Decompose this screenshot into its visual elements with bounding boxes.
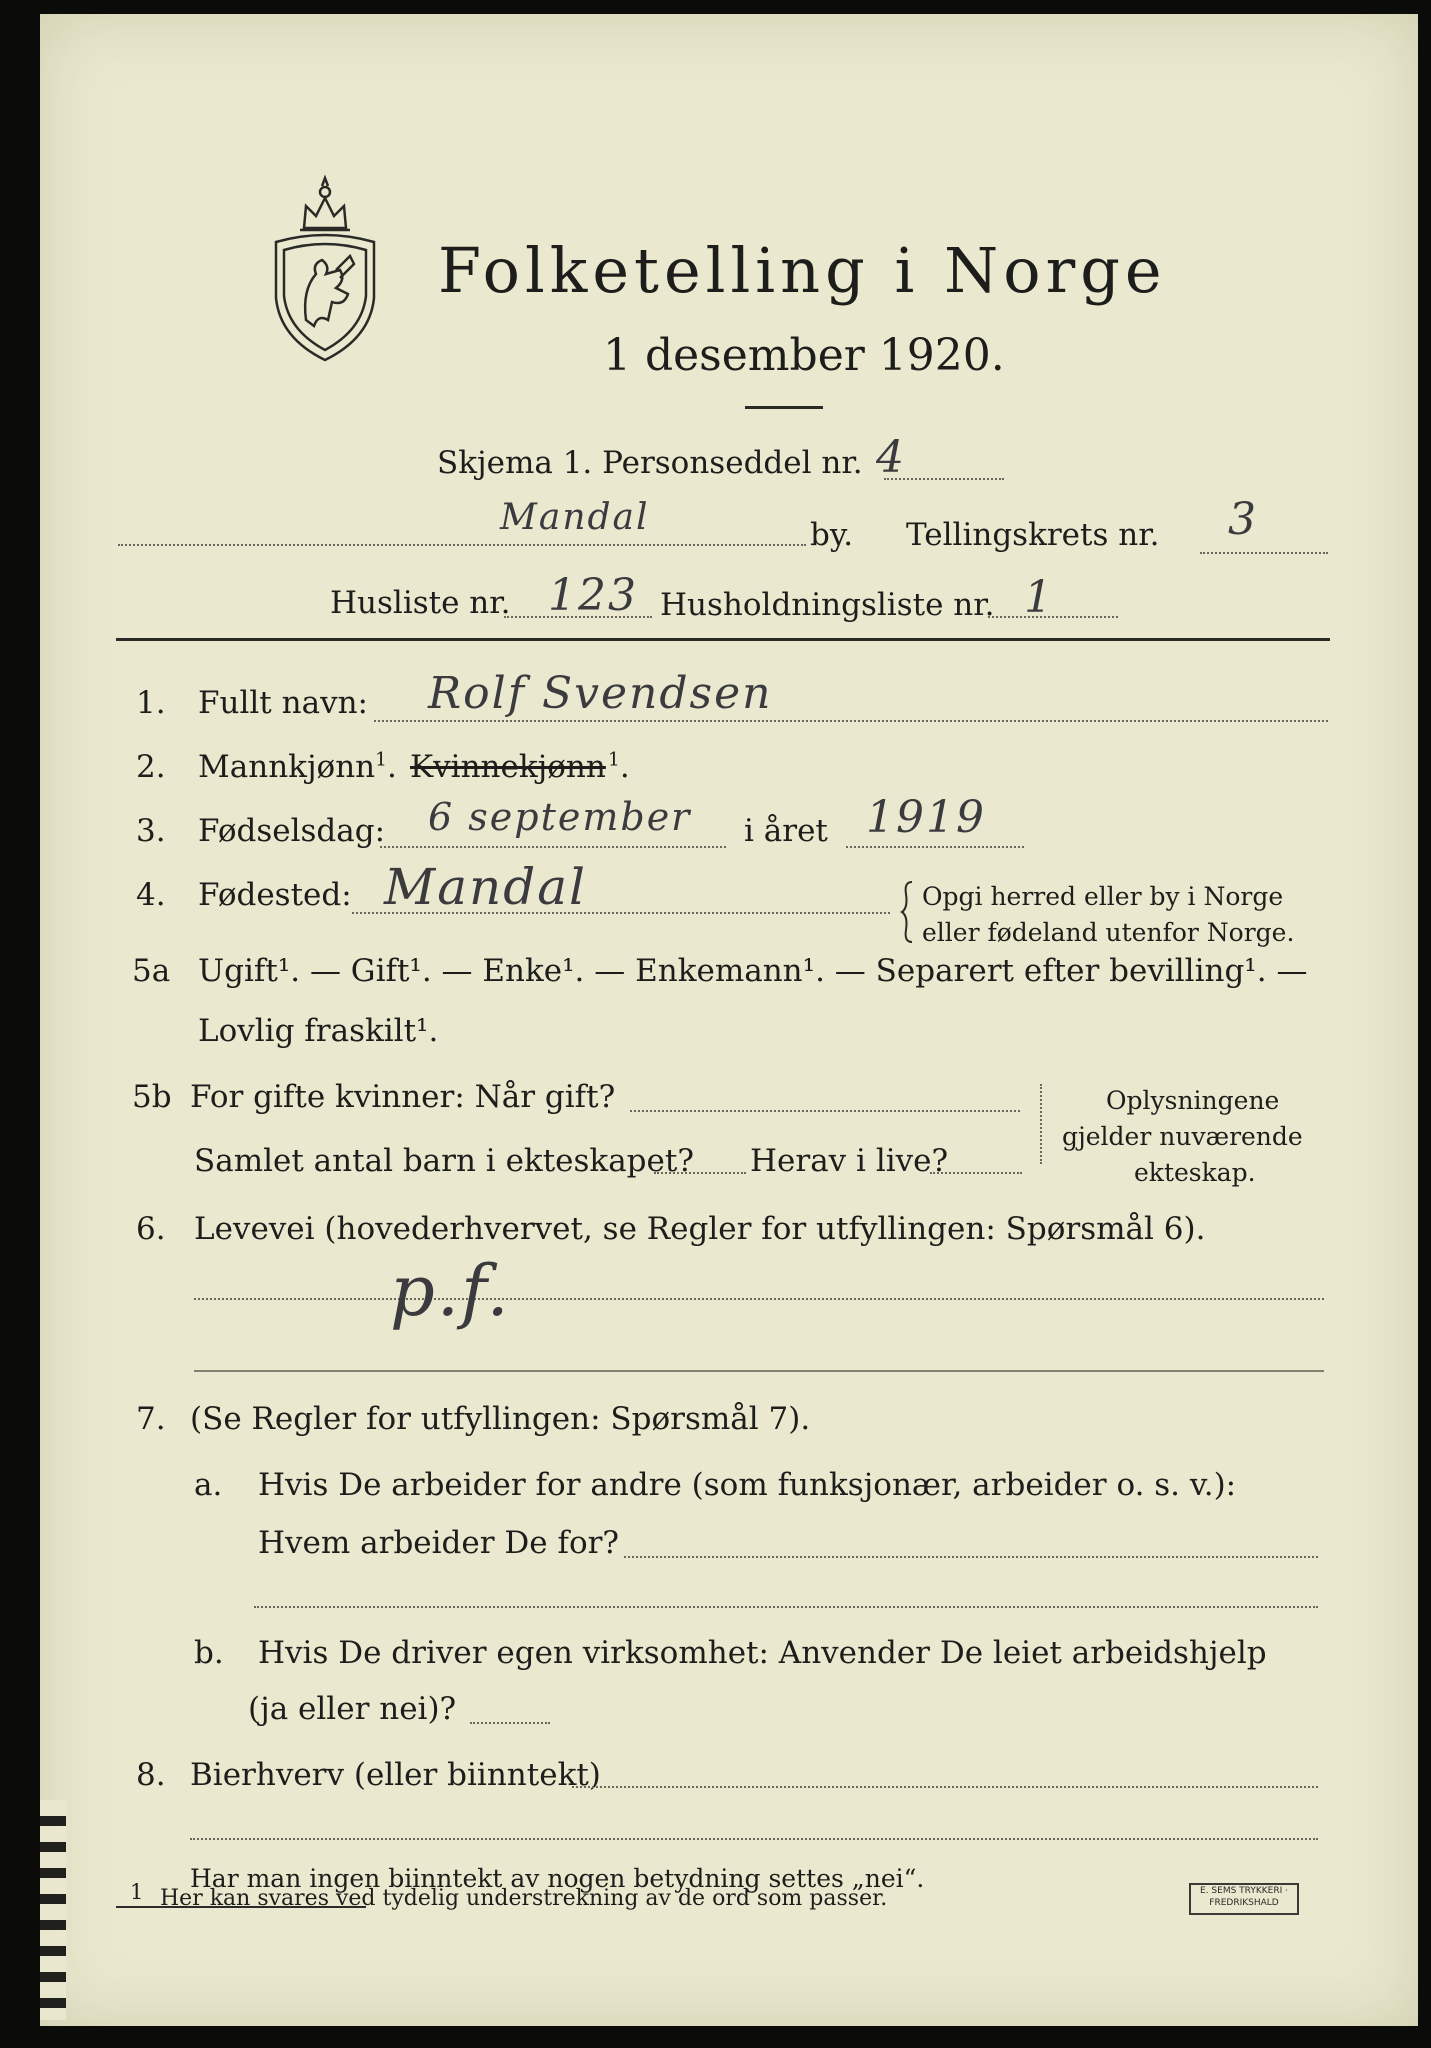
footnote-mark: 1 [130,1880,144,1904]
employer-field[interactable] [624,1556,1318,1558]
q5b-note-line2: gjelder nuværende [1062,1122,1303,1151]
marital-status-divorced[interactable]: Lovlig fraskilt¹. [198,1013,439,1049]
full-name-field[interactable] [374,720,1328,722]
full-name-value: Rolf Svendsen [428,668,773,719]
sex-female-option-struck[interactable]: Kvinnekjønn [410,749,606,785]
q6-label: Levevei (hovederhvervet, se Regler for utfyllingen: Spørsmål 6). [194,1211,1206,1247]
q1-number: 1. [136,685,166,721]
q5a-number: 5a [132,953,171,989]
birthday-field[interactable] [380,846,726,848]
q7-number: 7. [136,1401,166,1437]
q6-number: 6. [136,1211,166,1247]
city-value: Mandal [500,497,650,538]
birthplace-value: Mandal [384,858,588,916]
tellingskrets-number: 3 [1228,494,1258,545]
footnote-text: Her kan svares ved tydelig understrekning av de ord som passer. [160,1886,888,1911]
q8-label: Bierhverv (eller biinntekt) [190,1757,601,1793]
header-divider [116,638,1330,641]
q3-number: 3. [136,813,166,849]
q7-label: (Se Regler for utfyllingen: Spørsmål 7). [190,1401,811,1437]
q7b-letter: b. [194,1635,224,1671]
q1-label: Fullt navn: [198,685,368,721]
occupation-field-line2[interactable] [194,1370,1324,1372]
q2-number: 2. [136,749,166,785]
printer-stamp: E. SEMS TRYKKERI · FREDRIKSHALD [1189,1883,1299,1915]
q5b-married-when-label: For gifte kvinner: Når gift? [190,1079,616,1115]
husholdningsliste-label: Husholdningsliste nr. [660,587,995,623]
side-income-field[interactable] [572,1786,1318,1788]
sex-female-superscript: $^1$. [608,749,630,785]
occupation-field-line1[interactable] [194,1298,1324,1300]
sex-male-option[interactable]: Mannkjønn$^1$. [198,749,397,785]
schema-label: Skjema 1. Personseddel nr. [437,445,863,481]
tellingskrets-label: Tellingskrets nr. [906,517,1160,553]
birthday-value: 6 september [428,795,692,839]
tellingskrets-field[interactable] [1200,552,1328,554]
occupation-value: p.f. [390,1250,511,1332]
q5b-alive-label: Herav i live? [750,1143,949,1179]
q7b-yes-no-label: (ja eller nei)? [248,1691,457,1727]
no-income-instruction: Har man ingen biinntekt av nogen betydning settes „nei“. [190,1864,925,1893]
children-count-field[interactable] [654,1172,746,1174]
city-field[interactable] [118,544,806,546]
birth-year-value: 1919 [866,792,986,843]
employer-field-line2[interactable] [254,1606,1318,1608]
q5b-note-line1: Oplysningene [1106,1086,1280,1115]
personseddel-number: 4 [876,432,906,483]
q7b-question: Hvis De driver egen virksomhet: Anvender De leiet arbeidshjelp [258,1635,1267,1671]
q7a-letter: a. [194,1467,223,1503]
torn-perforated-edge [40,1800,66,2020]
q4-number: 4. [136,877,166,913]
children-alive-field[interactable] [930,1172,1022,1174]
husliste-label: Husliste nr. [330,585,511,621]
birth-year-label: i året [744,813,828,849]
title-divider [745,406,823,409]
q4-label: Fødested: [198,877,352,913]
side-income-field-line2[interactable] [190,1838,1318,1840]
note-brace-icon [900,880,914,944]
q7a-employer-label: Hvem arbeider De for? [258,1525,620,1561]
norwegian-coat-of-arms-icon [266,170,384,366]
q5b-number: 5b [132,1079,172,1115]
census-date: 1 desember 1920. [603,330,1005,381]
q5b-children-label: Samlet antal barn i ekteskapet? [194,1143,694,1179]
husholdningsliste-number: 1 [1024,572,1054,623]
birthplace-note-line1: Opgi herred eller by i Norge [922,882,1284,911]
q5b-note-bracket [1040,1084,1042,1164]
married-when-field[interactable] [630,1110,1020,1112]
city-suffix: by. [810,517,854,553]
hired-help-field[interactable] [470,1722,550,1724]
marital-status-options[interactable]: Ugift¹. — Gift¹. — Enke¹. — Enkemann¹. — Separert efter bevilling¹. — [198,953,1308,989]
q3-label: Fødselsdag: [198,813,386,849]
birth-year-field[interactable] [846,846,1024,848]
q8-number: 8. [136,1757,166,1793]
q7a-question: Hvis De arbeider for andre (som funksjonær, arbeider o. s. v.): [258,1467,1237,1503]
form-title: Folketelling i Norge [438,234,1167,307]
birthplace-note-line2: eller fødeland utenfor Norge. [922,918,1295,947]
husliste-number: 123 [548,570,638,621]
q5b-note-line3: ekteskap. [1134,1158,1256,1187]
